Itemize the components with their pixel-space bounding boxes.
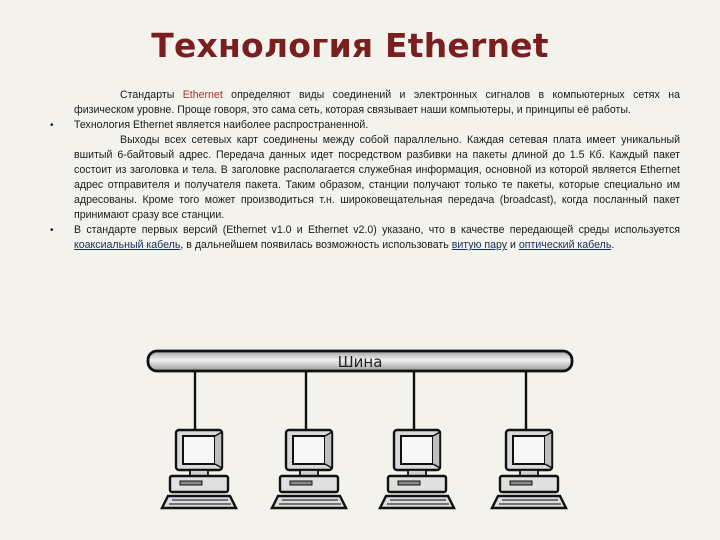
intro-paragraph	[50, 88, 680, 118]
slide-title: Технология Ethernet	[151, 26, 549, 65]
slide-body	[50, 88, 680, 253]
computer-icon	[492, 430, 566, 508]
computer-icon	[380, 430, 454, 508]
bus-topology-diagram	[146, 346, 576, 516]
computer-icon	[272, 430, 346, 508]
intro-text: Стандарты	[120, 89, 183, 101]
ethernet-highlight: Ethernet	[182, 89, 223, 101]
bullet-1-continuation: Выходы всех сетевых карт соединены между собой параллельно. Каждая сетевая плата имеет уникальный вшитый 6-байтовый адрес. Передача данных идет посредством разбивки на пакеты длиной до 1.5 Кб. Каждый пакет состоит из заголовка и тела. В заголовке располагается служебная информация, основной из которой является Ethernet адрес отправителя и получателя пакета. Таким образом, станции получают только те пакеты, которые специально им адресованы. Кроме того может производиться т.н. широковещательная передача (broadcast), когда посланный пакет принимают сразу все станции.	[74, 134, 680, 221]
bullet-marker: •	[50, 120, 54, 131]
bullet-item-1	[50, 118, 680, 133]
bus-drops	[195, 371, 526, 434]
bullet-text-mid: , в дальнейшем появилась возможность использовать	[180, 239, 452, 251]
twisted-pair-link[interactable]: витую пару	[451, 239, 508, 251]
bullet-text: В стандарте первых версий (Ethernet v1.0 и Ethernet v2.0) указано, что в качестве передающей среды используется	[74, 224, 680, 236]
bullet-marker: •	[50, 225, 54, 236]
bus-label: Шина	[337, 353, 383, 371]
bullet-item-2	[50, 223, 680, 253]
optical-cable-link[interactable]: оптический кабель	[518, 239, 612, 251]
bullet-text: Технология Ethernet является наиболее распространенной.	[74, 119, 369, 131]
computer-icon	[162, 430, 236, 508]
coaxial-cable-link[interactable]: коаксиальный кабель	[74, 239, 181, 251]
bullet-text-end: .	[611, 239, 615, 251]
bullet-text-and: и	[507, 239, 519, 251]
intro-text-rest: определяют виды соединений и электронных сигналов в компьютерных сетях на физическом уровне. Проще говоря, это сама сеть, которая связывает наши компьютеры, и принципы её работы.	[74, 89, 680, 116]
